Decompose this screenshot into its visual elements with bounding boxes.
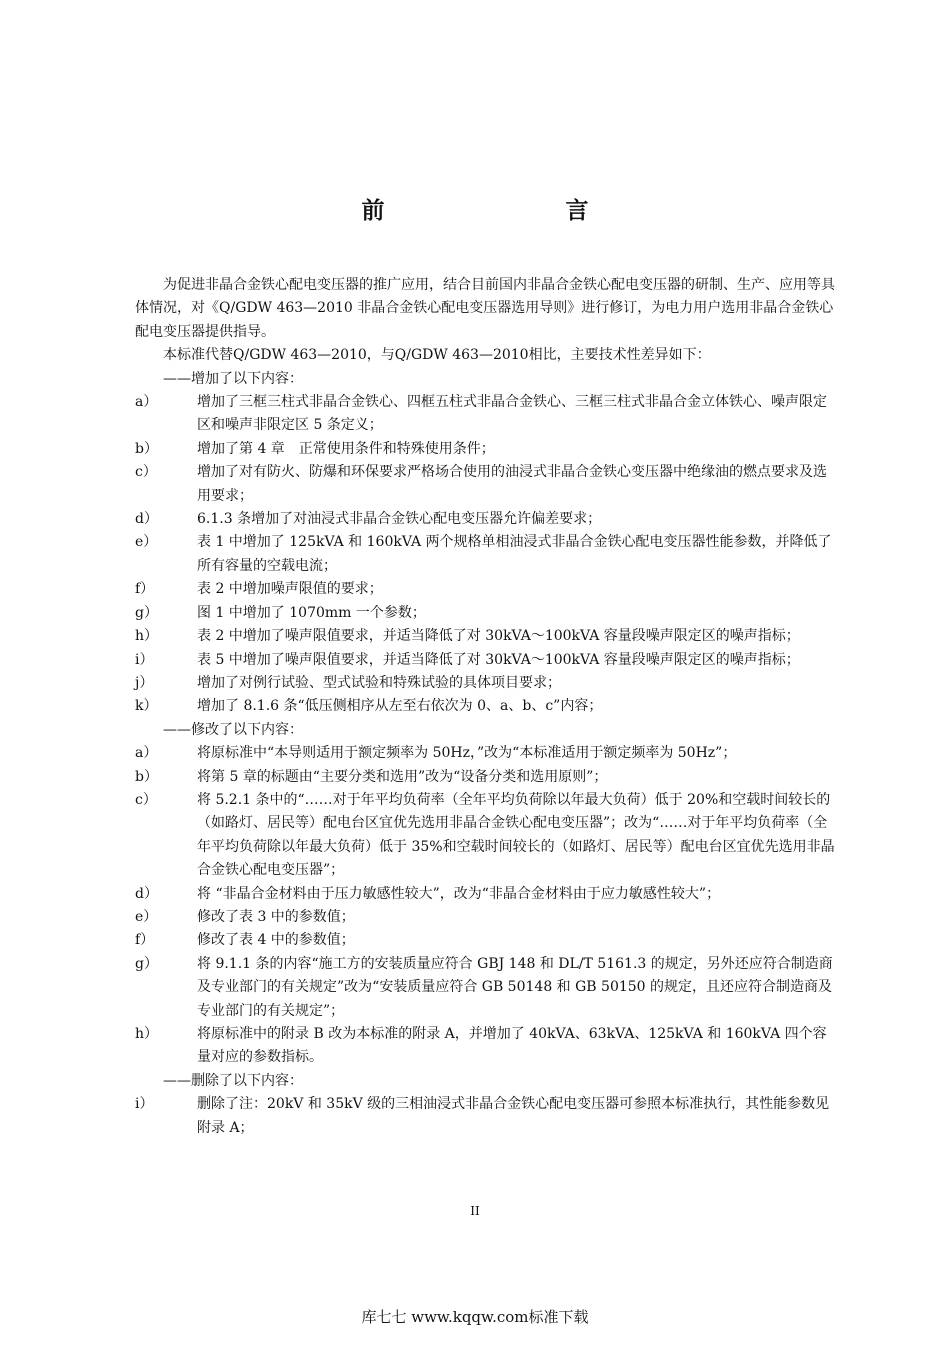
list-item-text: 表 1 中增加了 125kVA 和 160kVA 两个规格单相油浸式非晶合金铁心配电变压器性能参数，并降低了所有容量的空载电流；	[197, 534, 832, 574]
list-item-text: 修改了表 4 中的参数值；	[197, 932, 355, 949]
list-item-label: d）	[135, 885, 158, 902]
list-item	[135, 742, 835, 765]
list-item	[135, 953, 835, 1023]
list-item-text: 将 9.1.1 条的内容“施工方的安装质量应符合 GBJ 148 和 DL/T 5161.3 的规定，另外还应符合制造商及专业部门的有关规定”改为“安装质量应符合 GB 50148 和 GB 50150 的规定，且还应符合制造商及专业部门的有关规定”；	[197, 955, 833, 1019]
list-item-text: 将 5.2.1 条中的“……对于年平均负荷率（全年平均负荷除以年最大负荷）低于 20%和空载时间较长的（如路灯、居民等）配电台区宜优先选用非晶合金铁心配电变压器”；改为“……对于年平均负荷率（全年平均负荷除以年最大负荷）低于 35%和空载时间较长的（如路灯、居民等）配电台区宜优先选用非晶合金铁心配电变压器”；	[197, 791, 835, 879]
list-item-text: 表 2 中增加了噪声限值要求，并适当降低了对 30kVA～100kVA 容量段噪声限定区的噪声指标；	[197, 628, 800, 645]
list-item-label: f）	[135, 932, 155, 949]
intro-paragraph: 为促进非晶合金铁心配电变压器的推广应用，结合目前国内非晶合金铁心配电变压器的研制、生产、应用等具体情况，对《Q/GDW 463—2010 非晶合金铁心配电变压器选用导则》进行修订，为电力用户选用非晶合金铁心配电变压器提供指导。	[135, 277, 835, 340]
list-item	[135, 1023, 835, 1070]
list-item-text: 表 2 中增加噪声限值的要求；	[197, 581, 383, 598]
list-item-label: b）	[135, 440, 158, 457]
list-item-label: f）	[135, 581, 155, 598]
list-item-text: 将 “非晶合金材料由于压力敏感性较大”，改为“非晶合金材料由于应力敏感性较大”；	[197, 885, 721, 902]
list-item-label: e）	[135, 908, 158, 925]
page-title: 前 言	[361, 198, 634, 224]
list-item-text: 表 5 中增加了噪声限值要求，并适当降低了对 30kVA～100kVA 容量段噪声限定区的噪声指标；	[197, 651, 800, 668]
list-item-text: 增加了 8.1.6 条“低压侧相序从左至右依次为 0、a、b、c”内容；	[197, 698, 603, 715]
list-item-text: 增加了对有防火、防爆和环保要求严格场合使用的油浸式非晶合金铁心变压器中绝缘油的燃点要求及选用要求；	[197, 464, 827, 504]
list-item-text: 增加了第 4 章 正常使用条件和特殊使用条件；	[197, 440, 495, 457]
list-item	[135, 461, 835, 508]
list-item-text: 增加了对例行试验、型式试验和特殊试验的具体项目要求；	[197, 674, 561, 691]
list-item	[135, 883, 835, 906]
list-item	[135, 649, 835, 672]
list-item	[135, 508, 835, 531]
list-item-label: a）	[135, 745, 158, 762]
list-item-text: 增加了三框三柱式非晶合金铁心、四框五柱式非晶合金铁心、三框三柱式非晶合金立体铁心、噪声限定区和噪声非限定区 5 条定义；	[197, 394, 827, 434]
foreword-body	[135, 274, 835, 1140]
list-item-label: j）	[135, 674, 154, 691]
list-item	[135, 625, 835, 648]
list-item	[135, 391, 835, 438]
list-item-label: e）	[135, 534, 158, 551]
footer-watermark: 库七七 www.kqqw.com标准下载	[361, 1308, 589, 1326]
list-item-text: 将原标准中的附录 B 改为本标准的附录 A，并增加了 40kVA、63kVA、125kVA 和 160kVA 四个容量对应的参数指标。	[197, 1026, 827, 1066]
list-item-label: c）	[135, 791, 157, 808]
section-heading: ——修改了以下内容：	[163, 721, 303, 738]
list-item-label: k）	[135, 698, 158, 715]
list-item	[135, 789, 835, 883]
list-item-label: g）	[135, 604, 158, 621]
list-item-text: 图 1 中增加了 1070mm 一个参数；	[197, 604, 426, 621]
list-item-label: i）	[135, 651, 154, 668]
list-item-label: h）	[135, 628, 159, 645]
page-number: II	[470, 1204, 480, 1218]
section-heading: ——增加了以下内容：	[163, 370, 303, 387]
section-heading: ——删除了以下内容：	[163, 1072, 303, 1089]
list-item	[135, 906, 835, 929]
list-item	[135, 531, 835, 578]
list-item-label: a）	[135, 394, 158, 411]
list-item-text: 删除了注：20kV 和 35kV 级的三相油浸式非晶合金铁心配电变压器可参照本标准执行，其性能参数见附录 A；	[197, 1096, 830, 1136]
list-item-label: g）	[135, 955, 158, 972]
list-item-label: h）	[135, 1026, 159, 1042]
list-item	[135, 695, 835, 718]
list-item	[135, 438, 835, 461]
list-item-label: b）	[135, 768, 158, 785]
list-item-label: d）	[135, 511, 158, 528]
list-item	[135, 929, 835, 952]
list-item	[135, 602, 835, 625]
list-item-text: 将第 5 章的标题由“主要分类和选用”改为“设备分类和选用原则”；	[197, 768, 608, 785]
list-item	[135, 766, 835, 789]
list-item	[135, 578, 835, 601]
list-item-text: 将原标准中“本导则适用于额定频率为 50Hz，”改为“本标准适用于额定频率为 50Hz”；	[197, 745, 737, 762]
list-item-label: i）	[135, 1096, 154, 1113]
list-item-text: 6.1.3 条增加了对油浸式非晶合金铁心配电变压器允许偏差要求；	[197, 511, 602, 528]
list-item	[135, 1093, 835, 1140]
list-item	[135, 672, 835, 695]
list-item-text: 修改了表 3 中的参数值；	[197, 908, 355, 925]
intro-paragraph: 本标准代替Q/GDW 463—2010，与Q/GDW 463—2010相比，主要技术性差异如下：	[163, 347, 711, 364]
list-item-label: c）	[135, 464, 157, 481]
